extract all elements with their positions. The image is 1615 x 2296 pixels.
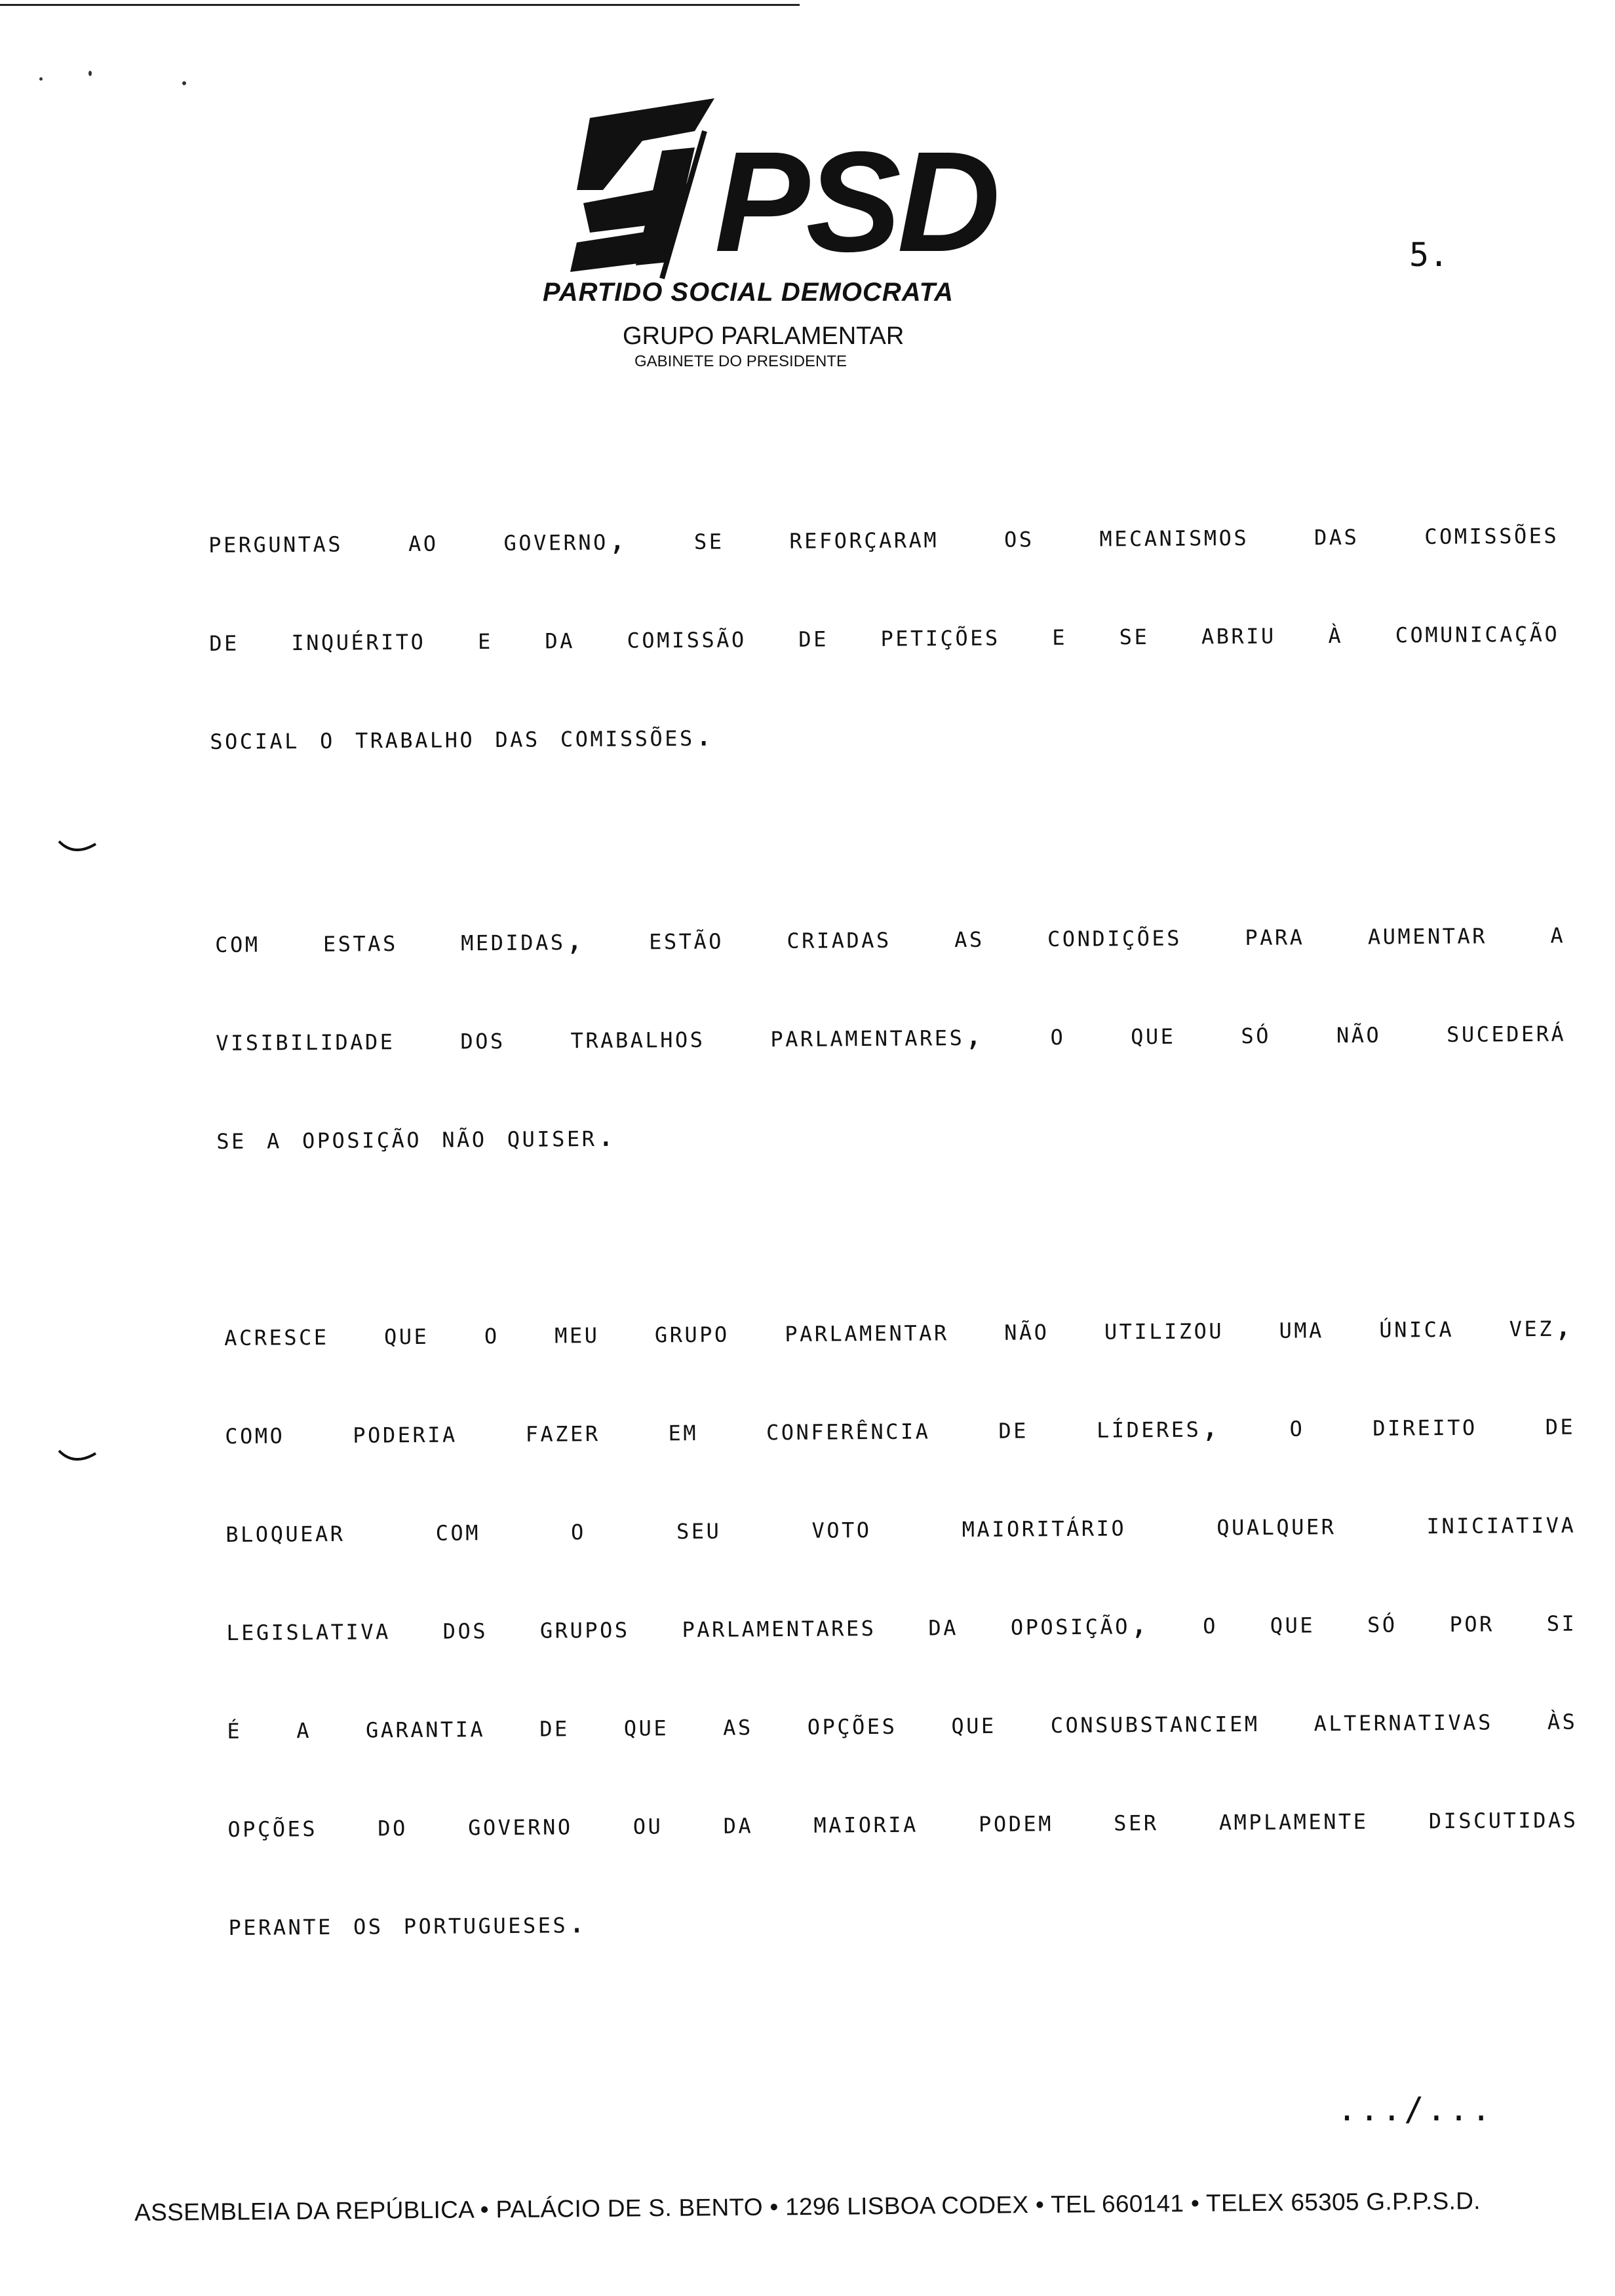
margin-tick-mark (58, 1448, 97, 1468)
continuation-mark: .../... (1337, 2090, 1494, 2128)
text-line: visibilidade dos trabalhos parlamentares, o que só não sucederá (216, 1012, 1566, 1058)
logo-wordmark: PSD (714, 123, 997, 282)
paragraph (208, 515, 1561, 819)
text-line: perguntas ao governo, se reforçaram os mecanismos das comissões (208, 514, 1559, 560)
text-line: legislativa dos grupos parlamentares da oposição, o que só por si (226, 1602, 1577, 1647)
letterhead (537, 92, 1036, 387)
psd-logo (564, 92, 997, 288)
text-line: acresce que o meu grupo parlamentar não utilizou uma única vez, (224, 1307, 1575, 1352)
paragraph (224, 1308, 1579, 2005)
text-line: com estas medidas, estão criadas as condições para aumentar a (215, 914, 1566, 959)
scan-speck (39, 77, 43, 81)
text-line: é a garantia de que as opções que consubstanciem alternativas às (227, 1700, 1578, 1746)
footer-address: ASSEMBLEIA DA REPÚBLICA • PALÁCIO DE S. BENTO • 1296 LISBOA CODEX • TEL 660141 • TELEX 65305 G.P.P.S.D. (134, 2187, 1481, 2226)
top-edge-rule (0, 4, 800, 6)
text-line: social o trabalho das comissões. (210, 717, 716, 756)
text-line: como poderia fazer em conferência de líderes, o direito de (225, 1406, 1576, 1451)
text-line: opções do governo ou da maioria podem ser amplamente discutidas (227, 1799, 1578, 1844)
group-name: GRUPO PARLAMENTAR (623, 322, 905, 350)
text-line: de inquérito e da comissão de petições e se abriu à comunicação (209, 613, 1560, 658)
page-number: 5. (1409, 236, 1449, 274)
arrows-emblem-icon (564, 92, 721, 288)
scan-speck (182, 81, 186, 85)
margin-tick-mark (58, 839, 97, 858)
text-line: se a oposição não quiser. (216, 1117, 617, 1156)
text-line: perante os portugueses. (228, 1904, 589, 1942)
office-name: GABINETE DO PRESIDENTE (634, 353, 847, 370)
paragraph (215, 915, 1567, 1219)
party-name: PARTIDO SOCIAL DEMOCRATA (543, 278, 954, 307)
scan-speck (88, 71, 92, 76)
text-line: bloquear com o seu voto maioritário qualquer iniciativa (225, 1504, 1576, 1549)
